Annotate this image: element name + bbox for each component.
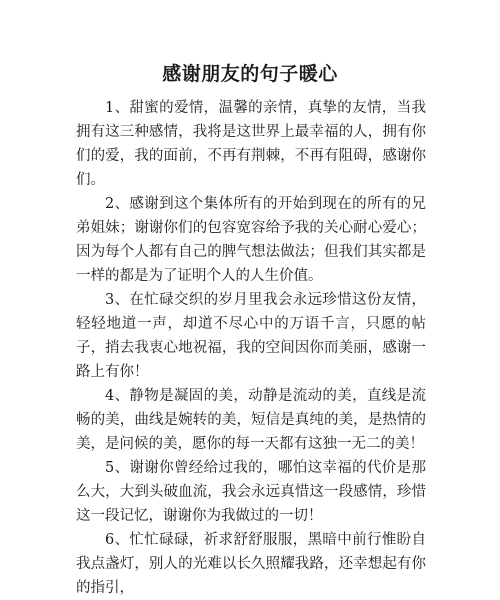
document-body: [76, 96, 426, 600]
paragraph-6: 6、忙忙碌碌，祈求舒舒服服，黑暗中前行惟盼自我点盏灯，别人的光难以长久照耀我路，还幸想起有你的指引，: [76, 532, 426, 596]
paragraph-5: 5、谢谢你曾经给过我的，哪怕这幸福的代价是那么大，大到头破血流，我会永远真惜这一段感情，珍惜这一段记忆，谢谢你为我做过的一切！: [76, 460, 426, 524]
paragraph-3: 3、在忙碌交织的岁月里我会永远珍惜这份友情，轻轻地道一声，却道不尽心中的万语千言，只愿的帖子，捎去我衷心地祝福，我的空间因你而美丽，感谢一路上有你！: [76, 292, 426, 380]
document-title: 感谢朋友的句子暖心: [162, 63, 338, 85]
paragraph-2: 2、感谢到这个集体所有的开始到现在的所有的兄弟姐妹；谢谢你们的包容宽容给予我的关心耐心爱心；因为每个人都有自己的脾气想法做法；但我们其实都是一样的都是为了证明个人的人生价值。: [76, 196, 426, 284]
paragraph-4: 4、静物是凝固的美，动静是流动的美，直线是流畅的美，曲线是婉转的美，短信是真纯的美，是热情的美，是问候的美，愿你的每一天都有这独一无二的美！: [76, 388, 426, 452]
paragraph-1: 1、甜蜜的爱情，温馨的亲情，真挚的友情，当我拥有这三种感情，我将是这世界上最幸福的人，拥有你们的爱，我的面前，不再有荆棘，不再有阻碍，感谢你们。: [76, 100, 426, 188]
